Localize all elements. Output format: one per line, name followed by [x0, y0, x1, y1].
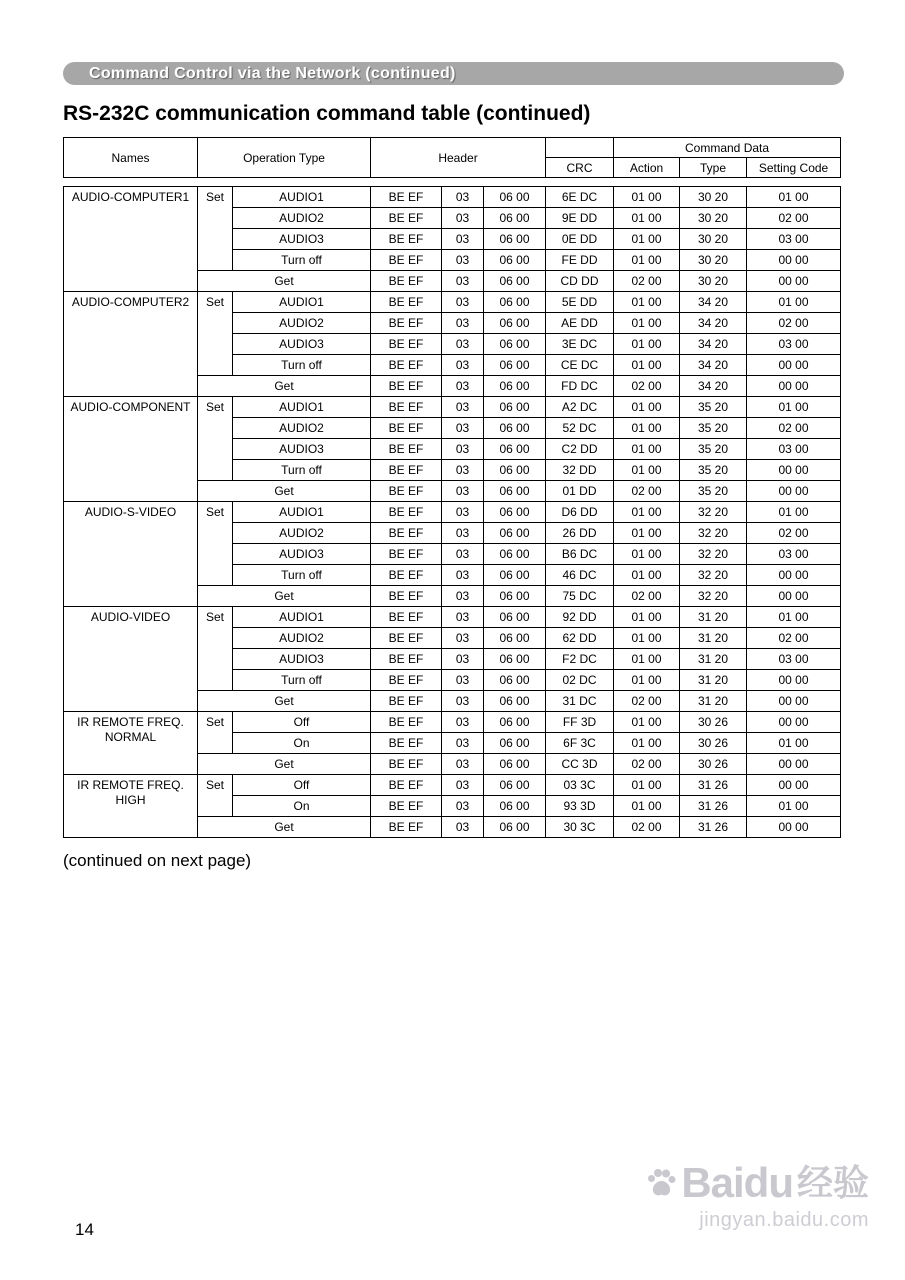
set-label-cell: Set: [198, 712, 233, 754]
page-title: RS-232C communication command table (continued): [63, 102, 591, 125]
set-label-cell: Set: [198, 187, 233, 271]
hex-cell: 32 DD: [546, 460, 614, 481]
hex-cell: B6 DC: [546, 544, 614, 565]
hex-cell: 06 00: [484, 691, 546, 712]
hex-cell: BE EF: [371, 313, 442, 334]
operation-cell: AUDIO3: [233, 229, 371, 250]
hex-cell: 34 20: [680, 292, 747, 313]
hex-cell: BE EF: [371, 775, 442, 796]
hex-cell: 01 00: [747, 292, 841, 313]
hex-cell: 03: [442, 418, 484, 439]
hex-cell: 32 20: [680, 565, 747, 586]
hex-cell: BE EF: [371, 754, 442, 775]
command-name-cell: AUDIO-COMPONENT: [64, 397, 198, 502]
hex-cell: BE EF: [371, 271, 442, 292]
hex-cell: 01 00: [614, 229, 680, 250]
hex-cell: F2 DC: [546, 649, 614, 670]
get-label-cell: Get: [198, 481, 371, 502]
hex-cell: 5E DD: [546, 292, 614, 313]
hex-cell: 06 00: [484, 334, 546, 355]
hex-cell: 92 DD: [546, 607, 614, 628]
hex-cell: 06 00: [484, 607, 546, 628]
hex-cell: 03: [442, 754, 484, 775]
hex-cell: 30 26: [680, 712, 747, 733]
col-header-command-data: Command Data: [614, 138, 841, 158]
hex-cell: 03: [442, 670, 484, 691]
hex-cell: 00 00: [747, 376, 841, 397]
hex-cell: 03: [442, 187, 484, 208]
operation-cell: AUDIO2: [233, 208, 371, 229]
hex-cell: BE EF: [371, 460, 442, 481]
table-row: [64, 397, 841, 418]
hex-cell: 32 20: [680, 544, 747, 565]
operation-cell: AUDIO1: [233, 292, 371, 313]
operation-cell: Turn off: [233, 460, 371, 481]
col-header-action: Action: [614, 158, 680, 178]
hex-cell: 06 00: [484, 733, 546, 754]
hex-cell: CD DD: [546, 271, 614, 292]
hex-cell: 9E DD: [546, 208, 614, 229]
hex-cell: 31 26: [680, 817, 747, 838]
table-header-row-top: [64, 138, 841, 158]
hex-cell: 01 00: [747, 187, 841, 208]
hex-cell: 32 20: [680, 586, 747, 607]
hex-cell: FE DD: [546, 250, 614, 271]
hex-cell: 01 00: [614, 796, 680, 817]
operation-cell: AUDIO1: [233, 397, 371, 418]
hex-cell: 06 00: [484, 460, 546, 481]
hex-cell: 06 00: [484, 796, 546, 817]
hex-cell: 01 00: [614, 565, 680, 586]
hex-cell: 03: [442, 250, 484, 271]
hex-cell: BE EF: [371, 796, 442, 817]
continued-note: (continued on next page): [63, 851, 252, 870]
hex-cell: 01 00: [614, 733, 680, 754]
command-table-rows: [64, 187, 841, 838]
hex-cell: BE EF: [371, 355, 442, 376]
hex-cell: 03: [442, 649, 484, 670]
hex-cell: 03: [442, 355, 484, 376]
command-name-cell: IR REMOTE FREQ. HIGH: [64, 775, 198, 838]
hex-cell: 01 00: [614, 334, 680, 355]
hex-cell: FD DC: [546, 376, 614, 397]
hex-cell: 03: [442, 733, 484, 754]
operation-cell: AUDIO3: [233, 334, 371, 355]
hex-cell: 01 00: [747, 502, 841, 523]
get-label-cell: Get: [198, 817, 371, 838]
operation-cell: On: [233, 796, 371, 817]
operation-cell: Turn off: [233, 250, 371, 271]
get-label-cell: Get: [198, 691, 371, 712]
hex-cell: 03: [442, 376, 484, 397]
command-name-cell: IR REMOTE FREQ. NORMAL: [64, 712, 198, 775]
hex-cell: FF 3D: [546, 712, 614, 733]
hex-cell: 06 00: [484, 376, 546, 397]
hex-cell: BE EF: [371, 565, 442, 586]
hex-cell: 03 00: [747, 544, 841, 565]
hex-cell: 03: [442, 628, 484, 649]
operation-cell: AUDIO1: [233, 187, 371, 208]
hex-cell: BE EF: [371, 250, 442, 271]
hex-cell: C2 DD: [546, 439, 614, 460]
command-name-cell: AUDIO-VIDEO: [64, 607, 198, 712]
command-name-cell: AUDIO-COMPUTER2: [64, 292, 198, 397]
hex-cell: 31 26: [680, 775, 747, 796]
hex-cell: 30 20: [680, 229, 747, 250]
set-label-cell: Set: [198, 292, 233, 376]
operation-cell: AUDIO2: [233, 523, 371, 544]
operation-cell: Off: [233, 712, 371, 733]
hex-cell: BE EF: [371, 733, 442, 754]
hex-cell: 02 00: [614, 817, 680, 838]
hex-cell: 01 00: [614, 775, 680, 796]
set-label-cell: Set: [198, 502, 233, 586]
hex-cell: 52 DC: [546, 418, 614, 439]
hex-cell: BE EF: [371, 607, 442, 628]
hex-cell: 03: [442, 439, 484, 460]
operation-cell: AUDIO2: [233, 628, 371, 649]
hex-cell: 02 00: [747, 628, 841, 649]
hex-cell: 03: [442, 208, 484, 229]
hex-cell: 31 26: [680, 796, 747, 817]
hex-cell: 34 20: [680, 376, 747, 397]
command-name-cell: AUDIO-COMPUTER1: [64, 187, 198, 292]
hex-cell: 01 00: [614, 355, 680, 376]
hex-cell: 01 00: [614, 628, 680, 649]
hex-cell: 03: [442, 523, 484, 544]
hex-cell: 01 00: [614, 313, 680, 334]
hex-cell: BE EF: [371, 397, 442, 418]
hex-cell: 00 00: [747, 670, 841, 691]
command-name-cell: AUDIO-S-VIDEO: [64, 502, 198, 607]
hex-cell: BE EF: [371, 670, 442, 691]
col-header-setting-code: Setting Code: [747, 158, 841, 178]
hex-cell: 02 00: [614, 481, 680, 502]
watermark-suffix: 经验: [796, 1162, 869, 1203]
hex-cell: BE EF: [371, 817, 442, 838]
operation-cell: AUDIO2: [233, 313, 371, 334]
hex-cell: 31 20: [680, 691, 747, 712]
hex-cell: 02 00: [614, 271, 680, 292]
hex-cell: 06 00: [484, 502, 546, 523]
hex-cell: A2 DC: [546, 397, 614, 418]
operation-cell: AUDIO3: [233, 439, 371, 460]
watermark-url: jingyan.baidu.com: [699, 1209, 869, 1231]
hex-cell: 01 00: [614, 670, 680, 691]
hex-cell: 32 20: [680, 502, 747, 523]
hex-cell: 00 00: [747, 712, 841, 733]
hex-cell: 06 00: [484, 628, 546, 649]
hex-cell: AE DD: [546, 313, 614, 334]
set-label-cell: Set: [198, 775, 233, 817]
hex-cell: 01 00: [614, 418, 680, 439]
get-label-cell: Get: [198, 754, 371, 775]
table-row: [64, 607, 841, 628]
hex-cell: BE EF: [371, 481, 442, 502]
hex-cell: 06 00: [484, 439, 546, 460]
hex-cell: 06 00: [484, 754, 546, 775]
hex-cell: 00 00: [747, 754, 841, 775]
hex-cell: 06 00: [484, 565, 546, 586]
set-label-cell: Set: [198, 397, 233, 481]
hex-cell: 35 20: [680, 439, 747, 460]
hex-cell: 03: [442, 502, 484, 523]
hex-cell: 06 00: [484, 481, 546, 502]
hex-cell: 06 00: [484, 271, 546, 292]
baidu-watermark: [645, 1160, 869, 1232]
hex-cell: 03 3C: [546, 775, 614, 796]
hex-cell: 02 00: [747, 418, 841, 439]
hex-cell: BE EF: [371, 334, 442, 355]
hex-cell: BE EF: [371, 187, 442, 208]
hex-cell: 06 00: [484, 712, 546, 733]
hex-cell: 3E DC: [546, 334, 614, 355]
operation-cell: AUDIO3: [233, 649, 371, 670]
hex-cell: 00 00: [747, 481, 841, 502]
hex-cell: 31 20: [680, 628, 747, 649]
hex-cell: 00 00: [747, 355, 841, 376]
hex-cell: CE DC: [546, 355, 614, 376]
hex-cell: BE EF: [371, 712, 442, 733]
hex-cell: 02 00: [614, 754, 680, 775]
get-label-cell: Get: [198, 586, 371, 607]
hex-cell: 02 00: [614, 586, 680, 607]
hex-cell: 03: [442, 229, 484, 250]
hex-cell: 00 00: [747, 250, 841, 271]
operation-cell: AUDIO2: [233, 418, 371, 439]
set-label-cell: Set: [198, 607, 233, 691]
hex-cell: 30 26: [680, 754, 747, 775]
hex-cell: 01 00: [614, 460, 680, 481]
table-row: [64, 292, 841, 313]
hex-cell: 03: [442, 460, 484, 481]
page-number: 14: [75, 1220, 94, 1239]
table-row: [64, 775, 841, 796]
hex-cell: BE EF: [371, 628, 442, 649]
hex-cell: 03: [442, 334, 484, 355]
hex-cell: 31 20: [680, 649, 747, 670]
hex-cell: 00 00: [747, 586, 841, 607]
hex-cell: 06 00: [484, 817, 546, 838]
hex-cell: BE EF: [371, 376, 442, 397]
col-header-crc: CRC: [546, 158, 614, 178]
hex-cell: 06 00: [484, 544, 546, 565]
hex-cell: 06 00: [484, 649, 546, 670]
hex-cell: 34 20: [680, 355, 747, 376]
hex-cell: 30 20: [680, 187, 747, 208]
hex-cell: CC 3D: [546, 754, 614, 775]
hex-cell: 03: [442, 397, 484, 418]
hex-cell: BE EF: [371, 649, 442, 670]
hex-cell: 03 00: [747, 334, 841, 355]
hex-cell: 06 00: [484, 397, 546, 418]
section-banner-label: Command Control via the Network (continued): [89, 64, 456, 82]
get-label-cell: Get: [198, 271, 371, 292]
hex-cell: 31 20: [680, 670, 747, 691]
table-row: [64, 502, 841, 523]
hex-cell: 02 00: [614, 376, 680, 397]
hex-cell: 01 00: [614, 208, 680, 229]
hex-cell: 01 DD: [546, 481, 614, 502]
hex-cell: BE EF: [371, 502, 442, 523]
hex-cell: 35 20: [680, 418, 747, 439]
hex-cell: BE EF: [371, 691, 442, 712]
hex-cell: 75 DC: [546, 586, 614, 607]
hex-cell: 01 00: [747, 397, 841, 418]
hex-cell: 02 DC: [546, 670, 614, 691]
hex-cell: 03: [442, 271, 484, 292]
operation-cell: Turn off: [233, 355, 371, 376]
col-header-names: Names: [64, 138, 198, 178]
hex-cell: 00 00: [747, 460, 841, 481]
hex-cell: 35 20: [680, 397, 747, 418]
hex-cell: BE EF: [371, 439, 442, 460]
hex-cell: 01 00: [614, 649, 680, 670]
hex-cell: 01 00: [614, 187, 680, 208]
hex-cell: 00 00: [747, 817, 841, 838]
hex-cell: 01 00: [614, 523, 680, 544]
hex-cell: 02 00: [614, 691, 680, 712]
hex-cell: 06 00: [484, 187, 546, 208]
hex-cell: 06 00: [484, 208, 546, 229]
hex-cell: 06 00: [484, 523, 546, 544]
hex-cell: 06 00: [484, 586, 546, 607]
get-label-cell: Get: [198, 376, 371, 397]
hex-cell: 00 00: [747, 271, 841, 292]
hex-cell: 06 00: [484, 250, 546, 271]
hex-cell: 31 DC: [546, 691, 614, 712]
col-header-header: Header: [371, 138, 546, 178]
hex-cell: 6F 3C: [546, 733, 614, 754]
hex-cell: 01 00: [747, 796, 841, 817]
table-row: [64, 187, 841, 208]
hex-cell: 31 20: [680, 607, 747, 628]
operation-cell: AUDIO1: [233, 607, 371, 628]
hex-cell: 06 00: [484, 775, 546, 796]
hex-cell: BE EF: [371, 523, 442, 544]
hex-cell: 30 20: [680, 271, 747, 292]
baidu-paw-icon: [645, 1167, 677, 1199]
hex-cell: BE EF: [371, 544, 442, 565]
watermark-logo-row: [645, 1160, 869, 1206]
hex-cell: 01 00: [747, 607, 841, 628]
hex-cell: 00 00: [747, 565, 841, 586]
command-table-header: [63, 137, 841, 178]
hex-cell: 03: [442, 586, 484, 607]
hex-cell: 03: [442, 481, 484, 502]
operation-cell: Turn off: [233, 670, 371, 691]
hex-cell: 03 00: [747, 439, 841, 460]
hex-cell: 01 00: [614, 712, 680, 733]
hex-cell: 62 DD: [546, 628, 614, 649]
hex-cell: 93 3D: [546, 796, 614, 817]
hex-cell: 03: [442, 544, 484, 565]
hex-cell: 06 00: [484, 670, 546, 691]
operation-cell: On: [233, 733, 371, 754]
hex-cell: 06 00: [484, 292, 546, 313]
hex-cell: 30 26: [680, 733, 747, 754]
hex-cell: 06 00: [484, 229, 546, 250]
hex-cell: 03: [442, 292, 484, 313]
command-table-body: [63, 186, 841, 838]
hex-cell: 6E DC: [546, 187, 614, 208]
section-banner: [63, 62, 844, 85]
operation-cell: Off: [233, 775, 371, 796]
crc-spacer-cell: [546, 138, 614, 158]
hex-cell: BE EF: [371, 208, 442, 229]
hex-cell: 02 00: [747, 313, 841, 334]
hex-cell: 01 00: [614, 250, 680, 271]
hex-cell: 01 00: [614, 544, 680, 565]
table-row: [64, 712, 841, 733]
hex-cell: BE EF: [371, 229, 442, 250]
operation-cell: Turn off: [233, 565, 371, 586]
hex-cell: 03 00: [747, 649, 841, 670]
hex-cell: 03: [442, 565, 484, 586]
col-header-operation-type: Operation Type: [198, 138, 371, 178]
hex-cell: 26 DD: [546, 523, 614, 544]
operation-cell: AUDIO1: [233, 502, 371, 523]
hex-cell: 06 00: [484, 313, 546, 334]
hex-cell: 03: [442, 607, 484, 628]
hex-cell: 06 00: [484, 355, 546, 376]
hex-cell: 30 3C: [546, 817, 614, 838]
hex-cell: 03: [442, 691, 484, 712]
hex-cell: 03: [442, 817, 484, 838]
hex-cell: 02 00: [747, 208, 841, 229]
hex-cell: 01 00: [614, 502, 680, 523]
hex-cell: 35 20: [680, 481, 747, 502]
hex-cell: 34 20: [680, 313, 747, 334]
hex-cell: 02 00: [747, 523, 841, 544]
hex-cell: 03: [442, 775, 484, 796]
hex-cell: BE EF: [371, 586, 442, 607]
hex-cell: 35 20: [680, 460, 747, 481]
hex-cell: 30 20: [680, 208, 747, 229]
hex-cell: BE EF: [371, 418, 442, 439]
hex-cell: 00 00: [747, 775, 841, 796]
hex-cell: 03: [442, 712, 484, 733]
hex-cell: 32 20: [680, 523, 747, 544]
hex-cell: 03 00: [747, 229, 841, 250]
hex-cell: 34 20: [680, 334, 747, 355]
hex-cell: 03: [442, 313, 484, 334]
hex-cell: 01 00: [747, 733, 841, 754]
hex-cell: 01 00: [614, 397, 680, 418]
hex-cell: 01 00: [614, 607, 680, 628]
hex-cell: 00 00: [747, 691, 841, 712]
operation-cell: AUDIO3: [233, 544, 371, 565]
hex-cell: 46 DC: [546, 565, 614, 586]
hex-cell: 30 20: [680, 250, 747, 271]
hex-cell: 01 00: [614, 292, 680, 313]
hex-cell: BE EF: [371, 292, 442, 313]
col-header-type: Type: [680, 158, 747, 178]
hex-cell: D6 DD: [546, 502, 614, 523]
hex-cell: 01 00: [614, 439, 680, 460]
watermark-brand: Baidu: [681, 1159, 793, 1206]
hex-cell: 0E DD: [546, 229, 614, 250]
hex-cell: 03: [442, 796, 484, 817]
hex-cell: 06 00: [484, 418, 546, 439]
